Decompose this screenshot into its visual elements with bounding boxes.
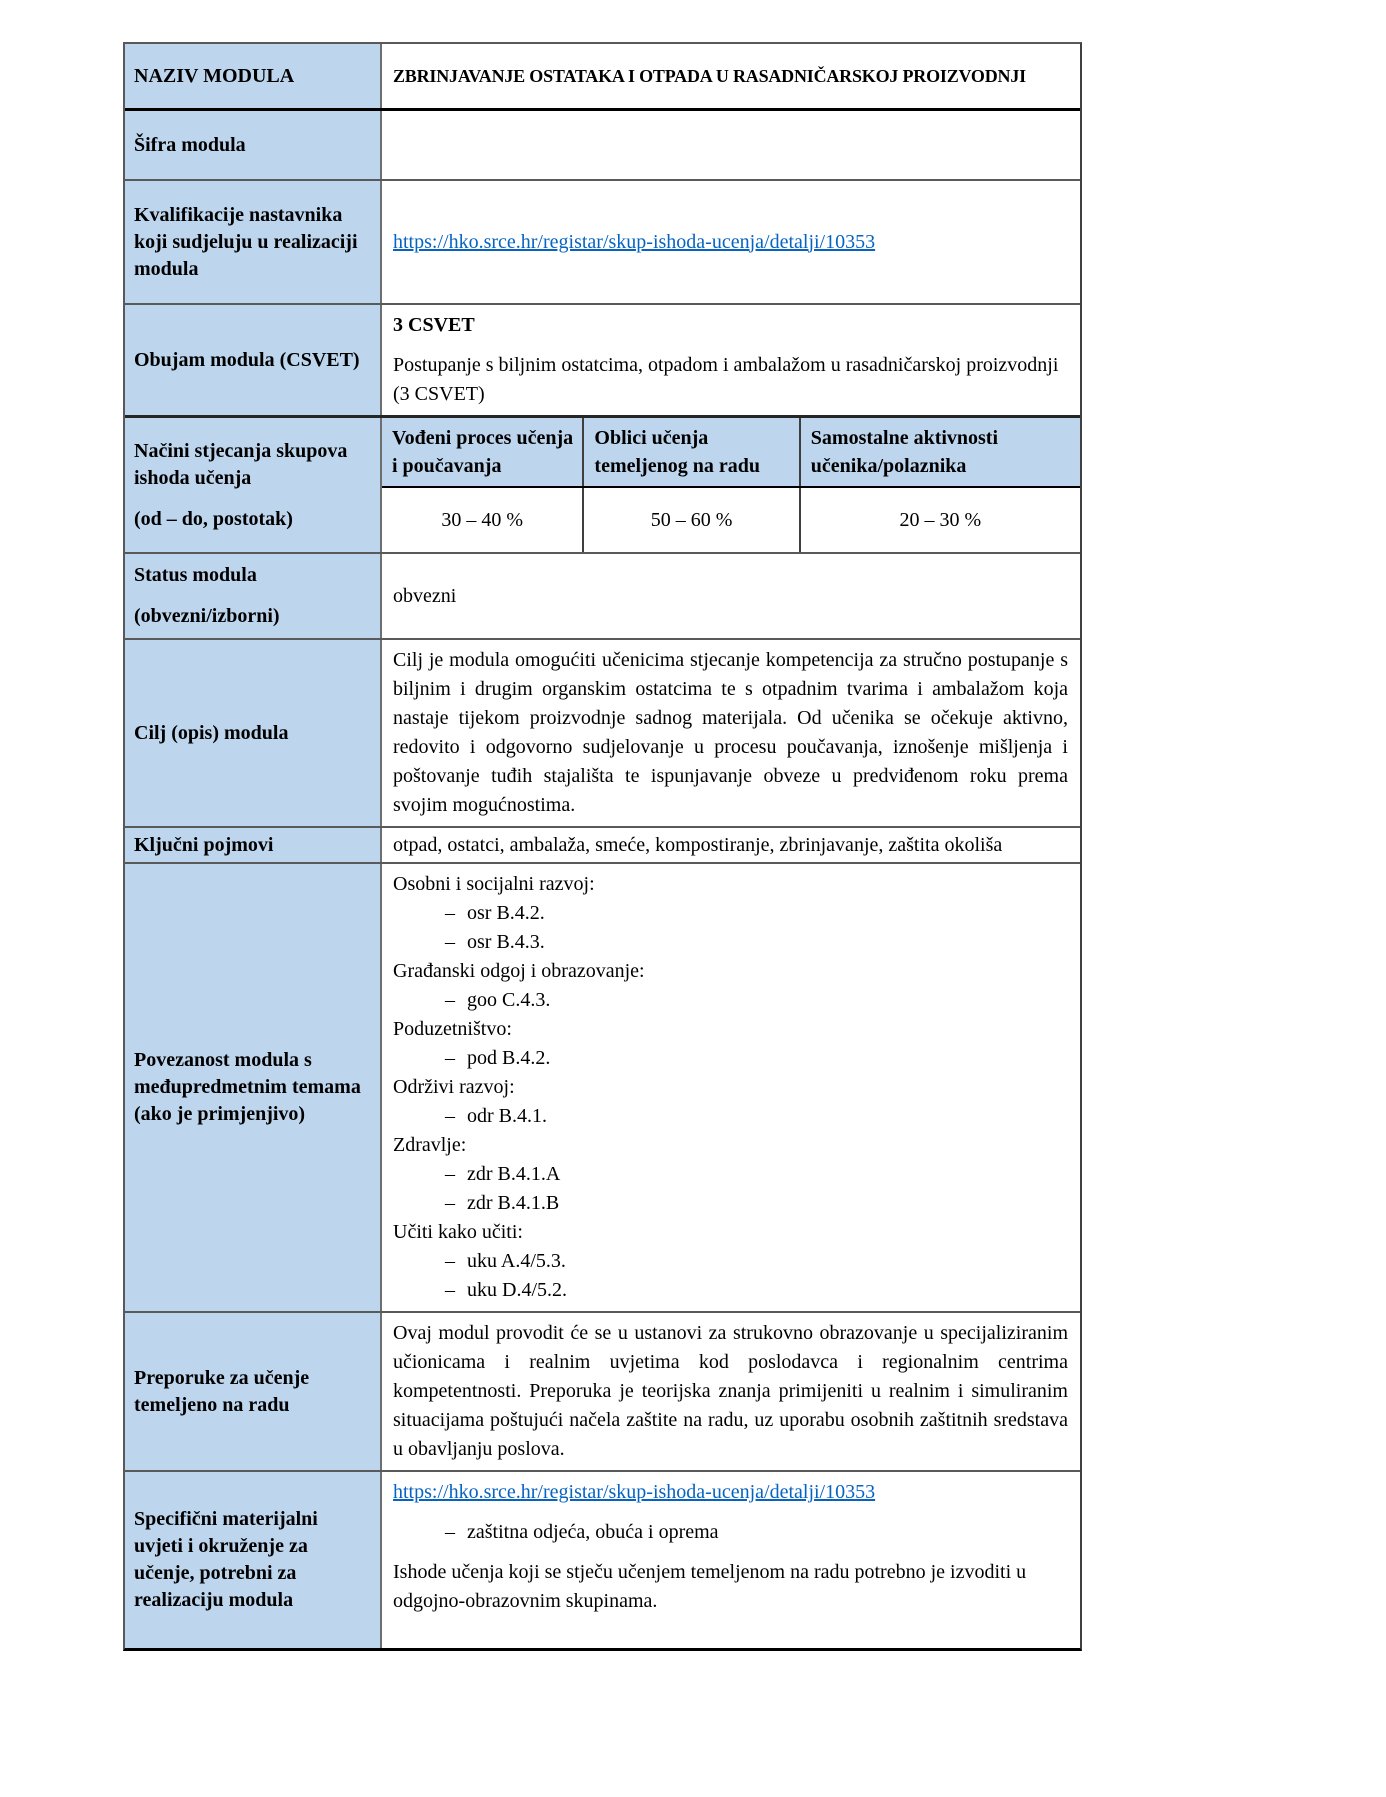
link-block <box>393 1478 1068 1507</box>
topic-title: Održivi razvoj: <box>393 1076 515 1098</box>
cell-povezanost <box>382 864 1080 1311</box>
label-text: NAZIV MODULA <box>134 64 295 87</box>
row-nacini-stjecanja <box>125 418 1080 554</box>
label-text: Cilj (opis) modula <box>134 721 289 744</box>
label-obujam-modula <box>125 305 382 415</box>
label-preporuke <box>125 1313 382 1470</box>
subheader-oblici-ucenja: Oblici učenja temeljenog na radu <box>584 418 800 486</box>
label-text: Ključni pojmovi <box>134 833 274 856</box>
specificni-text: Ishode učenja koji se stječu učenjem temeljenom na radu potrebno je izvoditi u odgojno-obrazovnim skupinama. <box>393 1561 1027 1612</box>
interdisciplinary-list <box>393 870 1068 1305</box>
label-text: Status modula <box>134 564 257 586</box>
label-note: (od – do, postotak) <box>134 507 293 530</box>
dash-marker: – <box>445 1279 455 1301</box>
subheader-vodeni-proces: Vođeni proces učenja i poučavanja <box>382 418 584 486</box>
dash-marker: – <box>445 1192 455 1214</box>
label-text: Preporuke za učenje temeljeno na radu <box>134 1366 310 1416</box>
row-kljucni-pojmovi <box>125 828 1080 864</box>
topic-item <box>393 1276 1068 1305</box>
cell-module-title <box>382 44 1080 108</box>
dash-marker: – <box>445 902 455 924</box>
percent-samostalne-aktivnosti: 20 – 30 % <box>899 508 982 531</box>
topic-title: Poduzetništvo: <box>393 1018 512 1040</box>
topic-title: Osobni i socijalni razvoj: <box>393 873 595 895</box>
cell-nacini-stjecanja <box>382 418 1080 552</box>
label-kvalifikacije <box>125 181 382 303</box>
cilj-text: Cilj je modula omogućiti učenicima stjecanje kompetencija za stručno postupanje s biljnim i drugim organskim ostatcima te s otpadnim tvarima i ambalažom koja nastaje tijekom proizvodnje sadnog materijala. Od učenika se očekuje aktivno, redovito i odgovorno sudjelovanje u procesu poučavanja, iznošenje mišljenja i poštovanje tuđih stajališta te ispunjavanje obveze u predviđenom roku prema svojim mogućnostima. <box>393 649 1068 816</box>
dash-marker: – <box>445 1047 455 1069</box>
topic-item <box>393 928 1068 957</box>
label-povezanost <box>125 864 382 1311</box>
dash-marker: – <box>445 1163 455 1185</box>
row-kvalifikacije <box>125 181 1080 305</box>
subheader-samostalne-aktivnosti: Samostalne aktivnosti učenika/polaznika <box>810 427 999 477</box>
subheader-row <box>382 418 1080 488</box>
label-nacini-stjecanja <box>125 418 382 552</box>
label-text: Specifični materijalni uvjeti i okruženje za učenje, potrebni za realizaciju modula <box>134 1508 318 1611</box>
equipment-list-item <box>393 1518 1068 1547</box>
label-status-modula <box>125 554 382 638</box>
topic-item-text: osr B.4.3. <box>467 931 545 953</box>
topic-title: Građanski odgoj i obrazovanje: <box>393 960 645 982</box>
topic-title: Zdravlje: <box>393 1134 467 1156</box>
csvet-description: Postupanje s biljnim ostatcima, otpadom i ambalažom u rasadničarskoj proizvodnji (3 CSVET) <box>393 354 1059 405</box>
preporuke-text: Ovaj modul provodit će se u ustanovi za strukovno obrazovanje u specijaliziranim učionicama i realnim uvjetima kod poslodavca i regionalnim centrima kompetentnosti. Preporuka je teorijska znanja primijeniti u realnim i simuliranim situacijama poštujući načela zaštite na radu, uz uporabu osobnih zaštitnih sredstava u obavljanju poslova. <box>393 1322 1068 1460</box>
label-cilj-modula <box>125 640 382 826</box>
percent-vodeni-proces: 30 – 40 % <box>382 488 584 552</box>
topic-item-text: uku A.4/5.3. <box>467 1250 566 1272</box>
hko-registry-link[interactable]: https://hko.srce.hr/registar/skup-ishoda-ucenja/detalji/10353 <box>393 230 876 253</box>
label-specificni-uvjeti <box>125 1472 382 1648</box>
topic-item-text: pod B.4.2. <box>467 1047 551 1069</box>
row-povezanost <box>125 864 1080 1313</box>
row-cilj-modula <box>125 640 1080 828</box>
topic-title: Učiti kako učiti: <box>393 1221 523 1243</box>
row-status-modula <box>125 554 1080 640</box>
topic-item-text: goo C.4.3. <box>467 989 551 1011</box>
row-naziv-modula <box>125 44 1080 111</box>
dash-marker: – <box>445 989 455 1011</box>
module-description-table <box>123 42 1082 1651</box>
status-value: obvezni <box>393 584 457 607</box>
csvet-count: 3 CSVET <box>393 314 475 336</box>
label-text: Šifra modula <box>134 133 246 156</box>
row-preporuke <box>125 1313 1080 1472</box>
topic-item-text: odr B.4.1. <box>467 1105 547 1127</box>
topic-item <box>393 1044 1068 1073</box>
module-title: ZBRINJAVANJE OSTATAKA I OTPADA U RASADNIČARSKOJ PROIZVODNJI <box>393 65 1026 86</box>
label-text: Načini stjecanja skupova ishoda učenja <box>134 439 348 489</box>
label-naziv-modula <box>125 44 382 108</box>
dash-marker: – <box>445 1105 455 1127</box>
percentage-row <box>382 488 1080 552</box>
topic-item-text: zdr B.4.1.B <box>467 1192 560 1214</box>
row-obujam-modula <box>125 305 1080 418</box>
cell-sifra-modula <box>382 111 1080 179</box>
cell-status-modula <box>382 554 1080 638</box>
row-sifra-modula <box>125 111 1080 181</box>
cell-kljucni-pojmovi <box>382 828 1080 862</box>
keywords-value: otpad, ostatci, ambalaža, smeće, kompostiranje, zbrinjavanje, zaštita okoliša <box>393 833 1003 856</box>
label-text: Kvalifikacije nastavnika koji sudjeluju u realizaciji modula <box>134 203 358 280</box>
label-text: Obujam modula (CSVET) <box>134 348 360 371</box>
topic-item-text: osr B.4.2. <box>467 902 545 924</box>
cell-kvalifikacije <box>382 181 1080 303</box>
row-specificni-uvjeti <box>125 1472 1080 1648</box>
cell-preporuke <box>382 1313 1080 1470</box>
dash-marker: – <box>445 931 455 953</box>
percent-oblici-ucenja: 50 – 60 % <box>584 488 800 552</box>
topic-item-text: uku D.4/5.2. <box>467 1279 567 1301</box>
dash-marker: – <box>445 1250 455 1272</box>
topic-item <box>393 986 1068 1015</box>
dash-marker: – <box>445 1521 455 1543</box>
topic-item <box>393 1247 1068 1276</box>
hko-registry-link-2[interactable]: https://hko.srce.hr/registar/skup-ishoda-ucenja/detalji/10353 <box>393 1481 876 1503</box>
topic-item <box>393 1189 1068 1218</box>
equipment-text: zaštitna odjeća, obuća i oprema <box>467 1521 719 1543</box>
label-kljucni-pojmovi <box>125 828 382 862</box>
label-note: (obvezni/izborni) <box>134 605 280 627</box>
topic-item <box>393 1160 1068 1189</box>
topic-item <box>393 1102 1068 1131</box>
cell-obujam-modula <box>382 305 1080 415</box>
topic-item <box>393 899 1068 928</box>
label-sifra-modula <box>125 111 382 179</box>
topic-item-text: zdr B.4.1.A <box>467 1163 561 1185</box>
cell-specificni-uvjeti <box>382 1472 1080 1648</box>
label-text: Povezanost modula s međupredmetnim temama (ako je primjenjivo) <box>134 1049 361 1125</box>
cell-cilj-modula <box>382 640 1080 826</box>
